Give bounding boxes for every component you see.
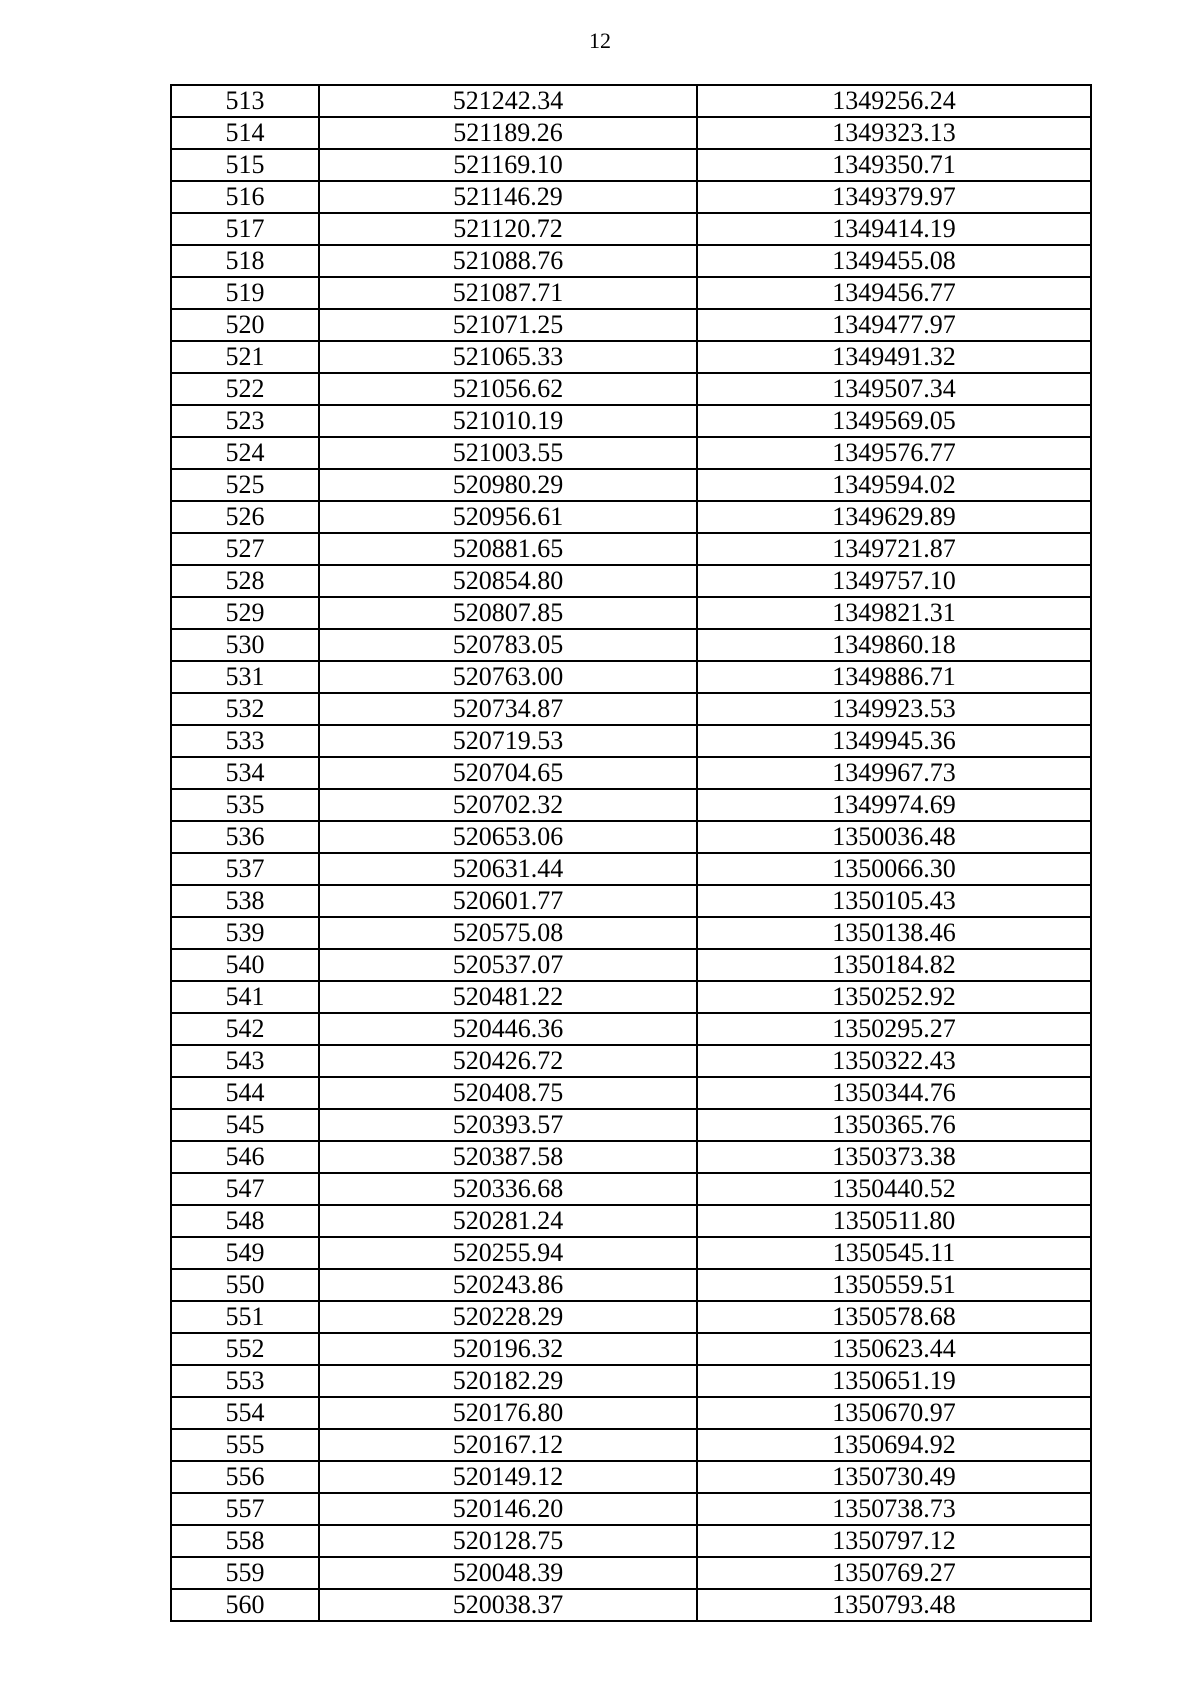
y-coordinate-cell: 1349569.05 xyxy=(697,405,1091,437)
point-number-cell: 523 xyxy=(171,405,319,437)
point-number-cell: 556 xyxy=(171,1461,319,1493)
point-number-cell: 532 xyxy=(171,693,319,725)
table-row xyxy=(171,597,1091,629)
y-coordinate-cell: 1349629.89 xyxy=(697,501,1091,533)
y-coordinate-cell: 1350295.27 xyxy=(697,1013,1091,1045)
x-coordinate-cell: 520408.75 xyxy=(319,1077,697,1109)
point-number-cell: 518 xyxy=(171,245,319,277)
point-number-cell: 517 xyxy=(171,213,319,245)
table-row xyxy=(171,885,1091,917)
point-number-cell: 543 xyxy=(171,1045,319,1077)
table-row xyxy=(171,1269,1091,1301)
point-number-cell: 537 xyxy=(171,853,319,885)
point-number-cell: 559 xyxy=(171,1557,319,1589)
point-number-cell: 542 xyxy=(171,1013,319,1045)
table-row xyxy=(171,277,1091,309)
x-coordinate-cell: 520734.87 xyxy=(319,693,697,725)
point-number-cell: 548 xyxy=(171,1205,319,1237)
x-coordinate-cell: 520719.53 xyxy=(319,725,697,757)
x-coordinate-cell: 520537.07 xyxy=(319,949,697,981)
table-row xyxy=(171,405,1091,437)
y-coordinate-cell: 1350138.46 xyxy=(697,917,1091,949)
table-row xyxy=(171,85,1091,117)
table-row xyxy=(171,309,1091,341)
x-coordinate-cell: 520182.29 xyxy=(319,1365,697,1397)
point-number-cell: 515 xyxy=(171,149,319,181)
x-coordinate-cell: 520702.32 xyxy=(319,789,697,821)
table-row xyxy=(171,1429,1091,1461)
x-coordinate-cell: 520176.80 xyxy=(319,1397,697,1429)
x-coordinate-cell: 520387.58 xyxy=(319,1141,697,1173)
point-number-cell: 525 xyxy=(171,469,319,501)
table-row xyxy=(171,949,1091,981)
point-number-cell: 534 xyxy=(171,757,319,789)
y-coordinate-cell: 1350738.73 xyxy=(697,1493,1091,1525)
y-coordinate-cell: 1349945.36 xyxy=(697,725,1091,757)
point-number-cell: 536 xyxy=(171,821,319,853)
x-coordinate-cell: 520128.75 xyxy=(319,1525,697,1557)
point-number-cell: 520 xyxy=(171,309,319,341)
point-number-cell: 513 xyxy=(171,85,319,117)
point-number-cell: 547 xyxy=(171,1173,319,1205)
y-coordinate-cell: 1349860.18 xyxy=(697,629,1091,661)
table-row xyxy=(171,501,1091,533)
y-coordinate-cell: 1350578.68 xyxy=(697,1301,1091,1333)
x-coordinate-cell: 521003.55 xyxy=(319,437,697,469)
x-coordinate-cell: 520146.20 xyxy=(319,1493,697,1525)
y-coordinate-cell: 1349594.02 xyxy=(697,469,1091,501)
table-row xyxy=(171,437,1091,469)
y-coordinate-cell: 1349456.77 xyxy=(697,277,1091,309)
point-number-cell: 549 xyxy=(171,1237,319,1269)
y-coordinate-cell: 1350252.92 xyxy=(697,981,1091,1013)
point-number-cell: 516 xyxy=(171,181,319,213)
point-number-cell: 533 xyxy=(171,725,319,757)
x-coordinate-cell: 520481.22 xyxy=(319,981,697,1013)
table-row xyxy=(171,469,1091,501)
x-coordinate-cell: 521088.76 xyxy=(319,245,697,277)
x-coordinate-cell: 521242.34 xyxy=(319,85,697,117)
x-coordinate-cell: 521071.25 xyxy=(319,309,697,341)
table-row xyxy=(171,1461,1091,1493)
y-coordinate-cell: 1350344.76 xyxy=(697,1077,1091,1109)
point-number-cell: 557 xyxy=(171,1493,319,1525)
table-row xyxy=(171,693,1091,725)
table-row xyxy=(171,1557,1091,1589)
x-coordinate-cell: 520243.86 xyxy=(319,1269,697,1301)
x-coordinate-cell: 520196.32 xyxy=(319,1333,697,1365)
table-row xyxy=(171,981,1091,1013)
table-row xyxy=(171,1589,1091,1621)
x-coordinate-cell: 521087.71 xyxy=(319,277,697,309)
table-row xyxy=(171,1205,1091,1237)
x-coordinate-cell: 520653.06 xyxy=(319,821,697,853)
table-row xyxy=(171,373,1091,405)
x-coordinate-cell: 521120.72 xyxy=(319,213,697,245)
y-coordinate-cell: 1350769.27 xyxy=(697,1557,1091,1589)
point-number-cell: 551 xyxy=(171,1301,319,1333)
y-coordinate-cell: 1350670.97 xyxy=(697,1397,1091,1429)
point-number-cell: 544 xyxy=(171,1077,319,1109)
y-coordinate-cell: 1349923.53 xyxy=(697,693,1091,725)
y-coordinate-cell: 1349886.71 xyxy=(697,661,1091,693)
page-number: 12 xyxy=(589,28,611,53)
y-coordinate-cell: 1350651.19 xyxy=(697,1365,1091,1397)
y-coordinate-cell: 1350545.11 xyxy=(697,1237,1091,1269)
point-number-cell: 538 xyxy=(171,885,319,917)
table-row xyxy=(171,533,1091,565)
x-coordinate-cell: 520575.08 xyxy=(319,917,697,949)
table-row xyxy=(171,1493,1091,1525)
table-row xyxy=(171,629,1091,661)
table-row xyxy=(171,789,1091,821)
x-coordinate-cell: 521056.62 xyxy=(319,373,697,405)
x-coordinate-cell: 521146.29 xyxy=(319,181,697,213)
y-coordinate-cell: 1350105.43 xyxy=(697,885,1091,917)
y-coordinate-cell: 1349974.69 xyxy=(697,789,1091,821)
table-row xyxy=(171,821,1091,853)
x-coordinate-cell: 520255.94 xyxy=(319,1237,697,1269)
x-coordinate-cell: 520763.00 xyxy=(319,661,697,693)
x-coordinate-cell: 520281.24 xyxy=(319,1205,697,1237)
table-row xyxy=(171,1173,1091,1205)
y-coordinate-cell: 1350623.44 xyxy=(697,1333,1091,1365)
table-row xyxy=(171,1301,1091,1333)
x-coordinate-cell: 520601.77 xyxy=(319,885,697,917)
y-coordinate-cell: 1350730.49 xyxy=(697,1461,1091,1493)
x-coordinate-cell: 520783.05 xyxy=(319,629,697,661)
x-coordinate-cell: 520336.68 xyxy=(319,1173,697,1205)
x-coordinate-cell: 520038.37 xyxy=(319,1589,697,1621)
coordinates-table-body xyxy=(171,85,1091,1621)
table-row xyxy=(171,181,1091,213)
y-coordinate-cell: 1350184.82 xyxy=(697,949,1091,981)
x-coordinate-cell: 520807.85 xyxy=(319,597,697,629)
table-row xyxy=(171,341,1091,373)
x-coordinate-cell: 521169.10 xyxy=(319,149,697,181)
y-coordinate-cell: 1350559.51 xyxy=(697,1269,1091,1301)
y-coordinate-cell: 1350036.48 xyxy=(697,821,1091,853)
point-number-cell: 521 xyxy=(171,341,319,373)
point-number-cell: 541 xyxy=(171,981,319,1013)
point-number-cell: 530 xyxy=(171,629,319,661)
coordinates-table xyxy=(170,84,1092,1622)
y-coordinate-cell: 1350066.30 xyxy=(697,853,1091,885)
x-coordinate-cell: 520048.39 xyxy=(319,1557,697,1589)
point-number-cell: 558 xyxy=(171,1525,319,1557)
y-coordinate-cell: 1349350.71 xyxy=(697,149,1091,181)
x-coordinate-cell: 520393.57 xyxy=(319,1109,697,1141)
table-row xyxy=(171,757,1091,789)
point-number-cell: 519 xyxy=(171,277,319,309)
table-row xyxy=(171,245,1091,277)
point-number-cell: 540 xyxy=(171,949,319,981)
y-coordinate-cell: 1349379.97 xyxy=(697,181,1091,213)
y-coordinate-cell: 1350511.80 xyxy=(697,1205,1091,1237)
point-number-cell: 554 xyxy=(171,1397,319,1429)
point-number-cell: 529 xyxy=(171,597,319,629)
table-row xyxy=(171,853,1091,885)
table-row xyxy=(171,1397,1091,1429)
y-coordinate-cell: 1349821.31 xyxy=(697,597,1091,629)
x-coordinate-cell: 520167.12 xyxy=(319,1429,697,1461)
point-number-cell: 527 xyxy=(171,533,319,565)
table-row xyxy=(171,1525,1091,1557)
table-row xyxy=(171,661,1091,693)
point-number-cell: 535 xyxy=(171,789,319,821)
point-number-cell: 524 xyxy=(171,437,319,469)
x-coordinate-cell: 520854.80 xyxy=(319,565,697,597)
table-row xyxy=(171,1109,1091,1141)
point-number-cell: 552 xyxy=(171,1333,319,1365)
y-coordinate-cell: 1350440.52 xyxy=(697,1173,1091,1205)
y-coordinate-cell: 1349455.08 xyxy=(697,245,1091,277)
y-coordinate-cell: 1349721.87 xyxy=(697,533,1091,565)
point-number-cell: 545 xyxy=(171,1109,319,1141)
point-number-cell: 526 xyxy=(171,501,319,533)
table-row xyxy=(171,1141,1091,1173)
y-coordinate-cell: 1349477.97 xyxy=(697,309,1091,341)
table-row xyxy=(171,1237,1091,1269)
point-number-cell: 553 xyxy=(171,1365,319,1397)
x-coordinate-cell: 520228.29 xyxy=(319,1301,697,1333)
y-coordinate-cell: 1350365.76 xyxy=(697,1109,1091,1141)
table-row xyxy=(171,725,1091,757)
x-coordinate-cell: 521010.19 xyxy=(319,405,697,437)
table-row xyxy=(171,213,1091,245)
point-number-cell: 522 xyxy=(171,373,319,405)
point-number-cell: 550 xyxy=(171,1269,319,1301)
x-coordinate-cell: 520881.65 xyxy=(319,533,697,565)
x-coordinate-cell: 520631.44 xyxy=(319,853,697,885)
table-row xyxy=(171,917,1091,949)
x-coordinate-cell: 520704.65 xyxy=(319,757,697,789)
table-row xyxy=(171,1365,1091,1397)
point-number-cell: 528 xyxy=(171,565,319,597)
point-number-cell: 560 xyxy=(171,1589,319,1621)
y-coordinate-cell: 1349757.10 xyxy=(697,565,1091,597)
table-row xyxy=(171,1077,1091,1109)
table-row xyxy=(171,1045,1091,1077)
y-coordinate-cell: 1349491.32 xyxy=(697,341,1091,373)
x-coordinate-cell: 521189.26 xyxy=(319,117,697,149)
point-number-cell: 555 xyxy=(171,1429,319,1461)
y-coordinate-cell: 1349507.34 xyxy=(697,373,1091,405)
point-number-cell: 546 xyxy=(171,1141,319,1173)
y-coordinate-cell: 1350322.43 xyxy=(697,1045,1091,1077)
table-row xyxy=(171,117,1091,149)
y-coordinate-cell: 1349414.19 xyxy=(697,213,1091,245)
table-row xyxy=(171,149,1091,181)
y-coordinate-cell: 1349323.13 xyxy=(697,117,1091,149)
y-coordinate-cell: 1349256.24 xyxy=(697,85,1091,117)
table-row xyxy=(171,565,1091,597)
y-coordinate-cell: 1349576.77 xyxy=(697,437,1091,469)
x-coordinate-cell: 520446.36 xyxy=(319,1013,697,1045)
table-row xyxy=(171,1013,1091,1045)
x-coordinate-cell: 520149.12 xyxy=(319,1461,697,1493)
y-coordinate-cell: 1350797.12 xyxy=(697,1525,1091,1557)
x-coordinate-cell: 520426.72 xyxy=(319,1045,697,1077)
point-number-cell: 539 xyxy=(171,917,319,949)
y-coordinate-cell: 1350373.38 xyxy=(697,1141,1091,1173)
table-row xyxy=(171,1333,1091,1365)
y-coordinate-cell: 1349967.73 xyxy=(697,757,1091,789)
x-coordinate-cell: 521065.33 xyxy=(319,341,697,373)
point-number-cell: 531 xyxy=(171,661,319,693)
y-coordinate-cell: 1350694.92 xyxy=(697,1429,1091,1461)
x-coordinate-cell: 520980.29 xyxy=(319,469,697,501)
y-coordinate-cell: 1350793.48 xyxy=(697,1589,1091,1621)
point-number-cell: 514 xyxy=(171,117,319,149)
x-coordinate-cell: 520956.61 xyxy=(319,501,697,533)
